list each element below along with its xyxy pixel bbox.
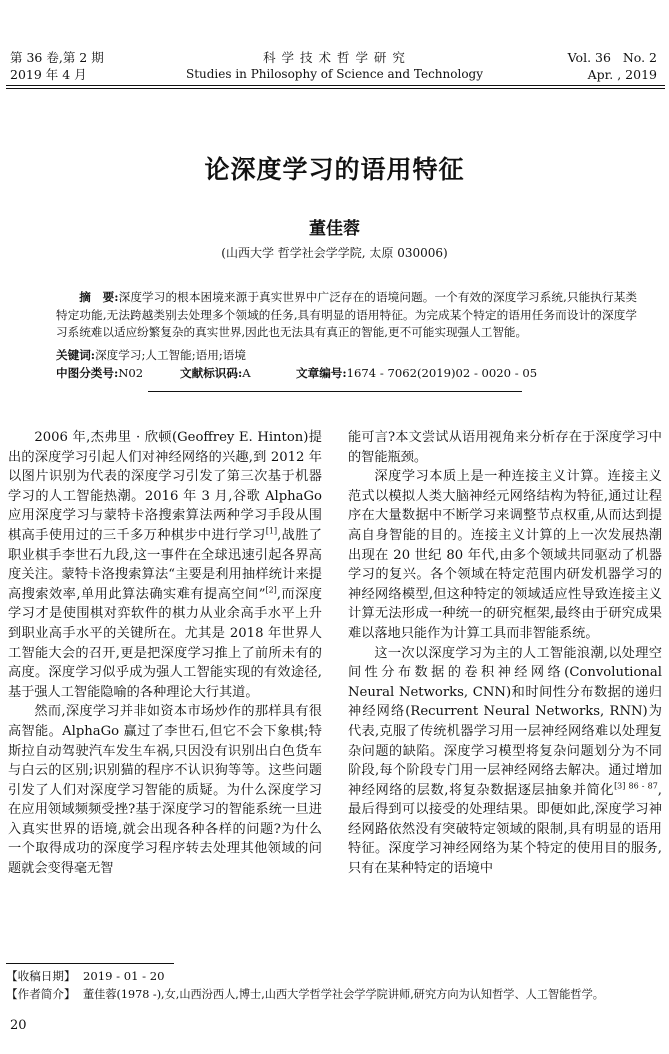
journal-date-en: Apr. , 2019 bbox=[587, 67, 657, 82]
received-label: 【收稿日期】 bbox=[6, 969, 76, 983]
author-bio-label: 【作者简介】 bbox=[6, 987, 76, 1001]
body-left-column bbox=[8, 428, 322, 879]
header-rule-second bbox=[6, 88, 665, 89]
citation: [3] 86 - 87 bbox=[614, 781, 658, 791]
page-number: 20 bbox=[10, 1018, 27, 1033]
author-bio: 【作者简介】 董佳蓉(1978 -),女,山西汾西人,博士,山西大学哲学社会学学院讲师,研究方向为认知哲学、人工智能哲学。 bbox=[6, 987, 604, 1001]
article-title: 论深度学习的语用特征 bbox=[204, 155, 465, 184]
abstract-rule bbox=[148, 391, 522, 392]
article-no: 1674 - 7062(2019)02 - 0020 - 05 bbox=[346, 366, 538, 380]
abstract-label: 摘 要: bbox=[79, 290, 119, 304]
classification-line bbox=[56, 365, 143, 383]
doc-code-label: 文献标识码: bbox=[180, 366, 243, 380]
clc-label: 中图分类号: bbox=[56, 366, 119, 380]
body-paragraph: 然而,深度学习并非如资本市场炒作的那样具有很高智能。AlphaGo 赢过了李世石,但它不会下象棋;特斯拉自动驾驶汽车发生车祸,只因没有识别出白色货车与白云的区别;识别猫的程序不认识狗等等。这些问题引发了人们对深度学习智能的质疑。为什么深度学习在应用领域频频受挫?基于深度学习的智能系统一旦进入真实世界的语境,就会出现各种各样的问题?为什么一个取得成功的深度学习程序转去处理其他领域的问题就会变得毫无智 bbox=[8, 704, 322, 877]
journal-name-cn: 科 学 技 术 哲 学 研 究 bbox=[263, 50, 406, 65]
citation: [2] bbox=[265, 585, 277, 595]
journal-vol-no-en: Vol. 36 No. 2 bbox=[567, 50, 657, 65]
article-author: 董佳蓉 bbox=[309, 219, 360, 239]
body-paragraph: 深度学习本质上是一种连接主义计算。连接主义范式以模拟人类大脑神经元网络结构为特征,通过让程序在大量数据中不断学习来调整节点权重,从而达到提高自身智能的目的。连接主义计算的上一次发展热潮出现在 20 世纪 80 年代,由多个领域共同驱动了机器学习的复兴。各个领域在特定范围内研发机器学习的神经网络模型,但这种特定的领域适应性导致连接主义计算无法形成一种统一的研究框架,最终由于研究成果难以落地只能作为计算工具而非智能系统。 bbox=[348, 469, 662, 641]
journal-volume-issue: 第 36 卷,第 2 期 bbox=[10, 50, 104, 65]
body-paragraph: 这一次以深度学习为主的人工智能浪潮,以处理空间性分布数据的卷积神经网络(Convolutional Neural Networks, CNN)和时间性分布数据的递归神经网络(Recurrent Neural Networks, RNN)为代表,克服了传统机器学习用一层神经网络难以处理复杂问题的缺陷。深度学习模型将复杂问题划分为不同阶段,每个阶段专门用一层神经网络去解决。通过增加神经网络的层数,将复杂数据逐层抽象并简化$^{[3] 86 - 87}$,最后得到可以接受的处理结果。即便如此,深度学习神经网路依然没有突破特定领域的限制,具有明显的语用特征。深度学习神经网络为某个特定的使用目的服务,只有在某种特定的语境中 bbox=[348, 645, 662, 877]
clc-code: N02 bbox=[118, 366, 144, 380]
article-no-line bbox=[296, 365, 537, 383]
abstract bbox=[56, 289, 637, 342]
article-no-label: 文章编号: bbox=[296, 366, 347, 380]
doc-code: A bbox=[242, 366, 251, 380]
body-paragraph: 2006 年,杰弗里 · 欣顿(Geoffrey E. Hinton)提出的深度学习引起人们对神经网络的兴趣,到 2012 年以图片识别为代表的深度学习引发了第三次基于机器学习的人工智能热潮。2016 年 3 月,谷歌 AlphaGo 应用深度学习与蒙特卡洛搜索算法两种学习手段从围棋高手使用过的三千多万种棋步中进行学习[1],战胜了职业棋手李世石九段,这一事件在全球迅速引起各界高度关注。蒙特卡洛搜索算法“主要是利用抽样统计来提高搜索效率,单用此算法确实难有提高空间”[2],而深度学习才是使围棋对弈软件的棋力从业余高手水平上升到职业高手水平的关键所在。尤其是 2018 年世界人工智能大会的召开,更是把深度学习推上了前所未有的高度。深度学习似乎成为强人工智能实现的有效途径,基于强人工智能隐喻的各种理论大行其道。 bbox=[8, 430, 322, 700]
keywords: 深度学习;人工智能;语用;语境 bbox=[95, 348, 246, 362]
citation: [1] bbox=[265, 526, 278, 536]
received-date: 【收稿日期】 2019 - 01 - 20 bbox=[6, 969, 165, 983]
article-affiliation: (山西大学 哲学社会学学院, 太原 030006) bbox=[221, 246, 448, 260]
footnote-rule bbox=[6, 963, 174, 964]
header-rule bbox=[6, 85, 665, 86]
keywords-label: 关键词: bbox=[56, 348, 96, 362]
abstract-text: 深度学习的根本困境来源于真实世界中广泛存在的语境问题。一个有效的深度学习系统,只能执行某类特定功能,无法跨越类别去处理多个领域的任务,具有明显的语用特征。为完成某个特定的语用任务而设计的深度学习系统难以适应纷繁复杂的真实世界,因此也无法具有真正的智能,更不可能实现强人工智能。 bbox=[56, 290, 637, 340]
journal-date: 2019 年 4 月 bbox=[10, 67, 87, 82]
body-right-column bbox=[348, 428, 662, 879]
keywords-line bbox=[56, 347, 637, 365]
journal-name-en: Studies in Philosophy of Science and Technology bbox=[185, 67, 484, 81]
doc-code-line bbox=[180, 365, 251, 383]
body-paragraph: 能可言?本文尝试从语用视角来分析存在于深度学习中的智能瓶颈。 bbox=[348, 430, 662, 465]
